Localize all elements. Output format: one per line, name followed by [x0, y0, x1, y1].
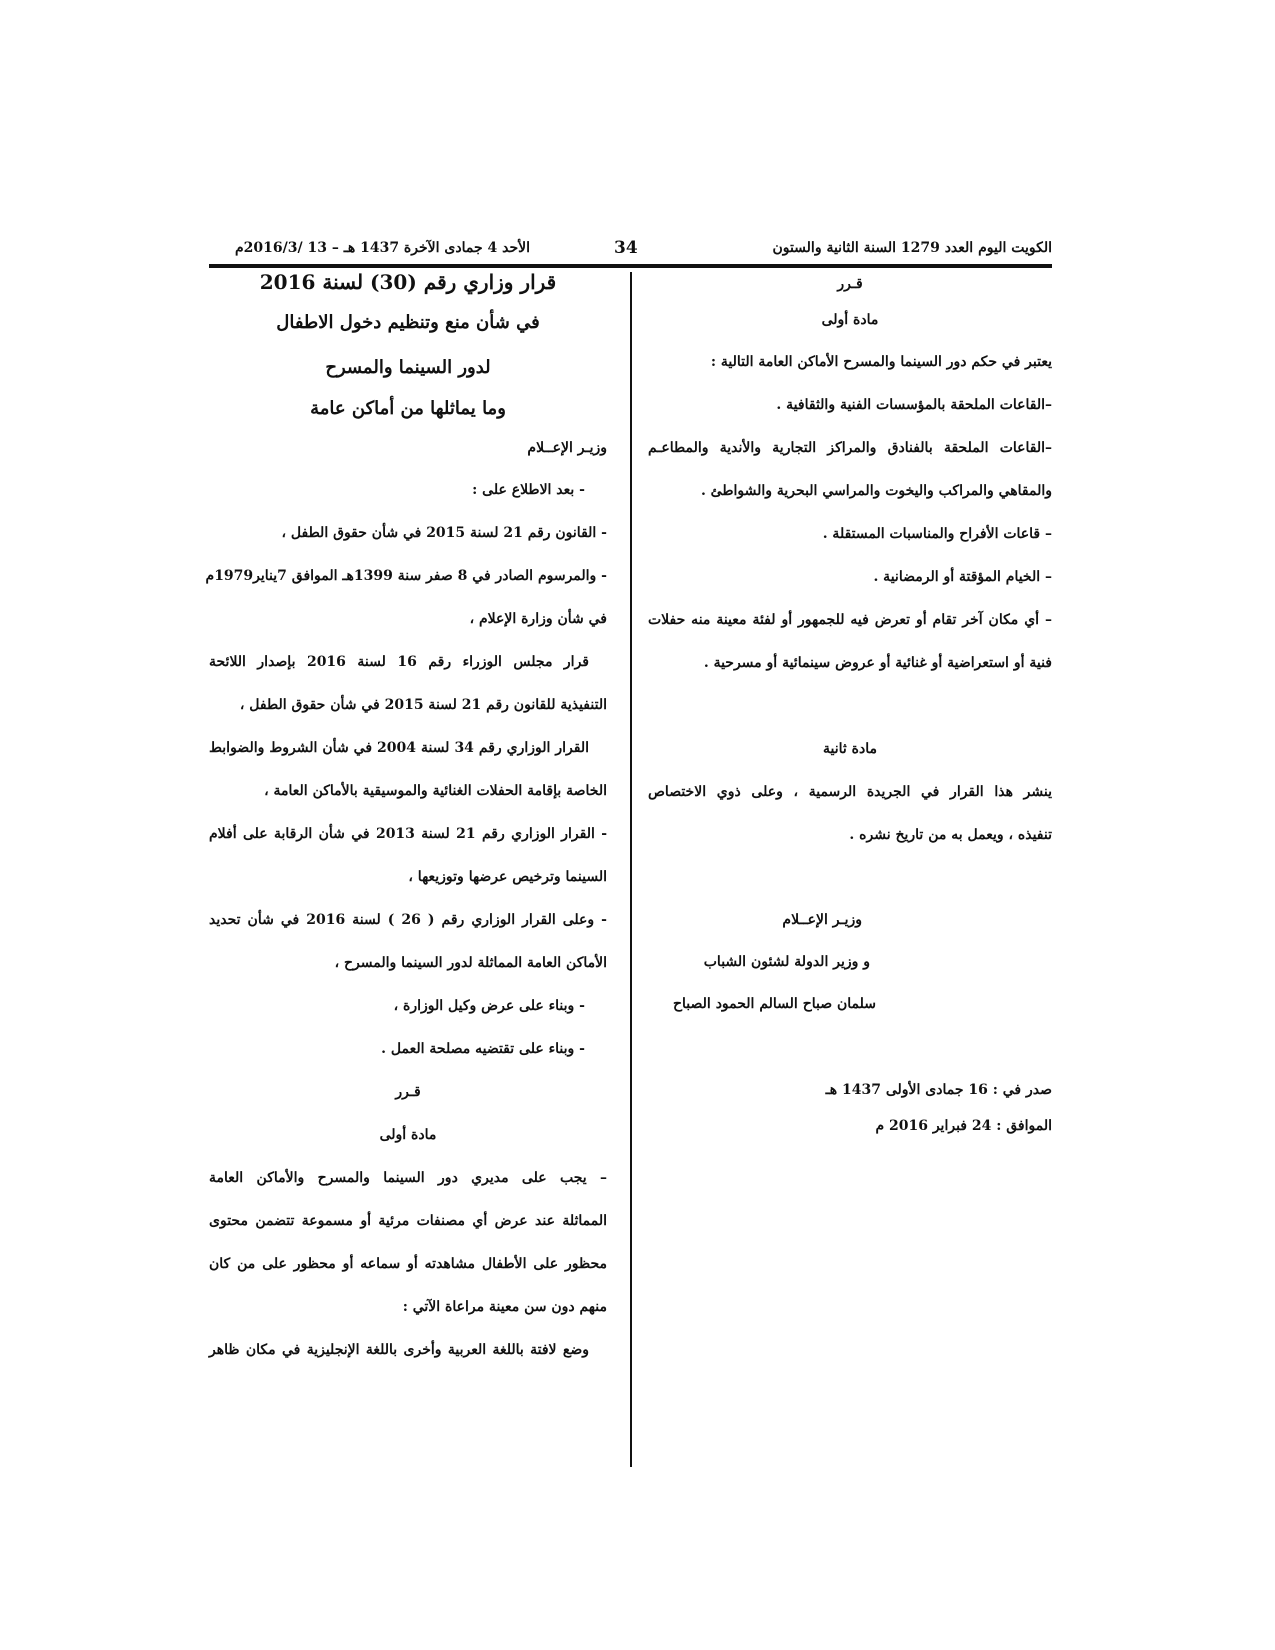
header-date: الأحد 4 جمادى الآخرة 1437 هـ – 13 /2016/3م: [235, 240, 530, 256]
preamble-line: - القرار الوزاري رقم 21 لسنة 2013 في شأن الرقابة على أفلام: [209, 826, 608, 842]
paragraph-line: –القاعات الملحقة بالفنادق والمراكز التجارية والأندية والمطاعـم: [648, 440, 1052, 456]
decision-heading: قـرر: [395, 1084, 421, 1100]
decree-subtitle: وما يماثلها من أماكن عامة: [310, 398, 506, 419]
paragraph-line: ينشر هذا القرار في الجريدة الرسمية ، وعلى ذوي الاختصاص: [648, 784, 1052, 800]
signature-title: وزيـر الإعــلام: [782, 912, 862, 928]
decree-subtitle: لدور السينما والمسرح: [325, 357, 491, 378]
article-title: مادة ثانية: [823, 741, 877, 757]
paragraph-line: – أي مكان آخر تقام أو تعرض فيه للجمهور أو لفئة معينة منه حفلات: [648, 612, 1052, 628]
decree-subtitle: في شأن منع وتنظيم دخول الاطفال: [276, 312, 540, 333]
paragraph-line: منهم دون سن معينة مراعاة الآتي :: [402, 1299, 607, 1315]
paragraph-line: تنفيذه ، ويعمل به من تاريخ نشره .: [849, 827, 1052, 843]
header-page-number: 34: [614, 238, 638, 258]
preamble-line: في شأن وزارة الإعلام ،: [469, 611, 607, 627]
issued-date-gregorian: الموافق : 24 فبراير 2016 م: [875, 1118, 1052, 1134]
issuer-title: وزيـر الإعــلام: [527, 440, 607, 456]
preamble-line: الخاصة بإقامة الحفلات الغنائية والموسيقية بالأماكن العامة ،: [264, 783, 607, 799]
header-issue-info: الكويت اليوم العدد 1279 السنة الثانية والستون: [772, 240, 1052, 256]
article-title: مادة أولى: [821, 312, 879, 328]
page-header: [209, 236, 1052, 264]
preamble-line: السينما وترخيص عرضها وتوزيعها ،: [408, 869, 607, 885]
paragraph-line: – يجب على مديري دور السينما والمسرح والأماكن العامة: [209, 1170, 607, 1186]
preamble-line: - بعد الاطلاع على :: [472, 482, 585, 498]
decree-title: قرار وزاري رقم (30) لسنة 2016: [259, 270, 557, 294]
paragraph-line: محظور على الأطفال مشاهدته أو سماعه أو محظور على من كان: [209, 1256, 607, 1272]
paragraph-line: وضع لافتة باللغة العربية وأخرى باللغة الإنجليزية في مكان ظاهر: [209, 1342, 589, 1358]
preamble-line: - القانون رقم 21 لسنة 2015 في شأن حقوق الطفل ،: [281, 525, 607, 541]
signature-state-minister: و وزير الدولة لشئون الشباب: [703, 954, 870, 970]
preamble-line: - وبناء على تقتضيه مصلحة العمل .: [381, 1041, 585, 1057]
preamble-line: - وعلى القرار الوزاري رقم ( 26 ) لسنة 2016 في شأن تحديد: [209, 912, 607, 928]
paragraph-line: يعتبر في حكم دور السينما والمسرح الأماكن العامة التالية :: [710, 354, 1052, 370]
preamble-line: - وبناء على عرض وكيل الوزارة ،: [393, 998, 585, 1014]
paragraph-line: فنية أو استعراضية أو غنائية أو عروض سينمائية أو مسرحية .: [703, 655, 1052, 671]
preamble-line: قرار مجلس الوزراء رقم 16 لسنة 2016 بإصدار اللائحة: [209, 654, 589, 670]
preamble-line: - والمرسوم الصادر في 8 صفر سنة 1399هـ الموافق 7يناير1979م: [205, 568, 607, 584]
paragraph-line: – الخيام المؤقتة أو الرمضانية .: [873, 569, 1052, 585]
preamble-line: التنفيذية للقانون رقم 21 لسنة 2015 في شأن حقوق الطفل ،: [239, 697, 607, 713]
preamble-line: القرار الوزاري رقم 34 لسنة 2004 في شأن الشروط والضوابط: [209, 740, 590, 756]
paragraph-line: والمقاهي والمراكب واليخوت والمراسي البحرية والشواطئ .: [700, 483, 1052, 499]
signature-name: سلمان صباح السالم الحمود الصباح: [673, 996, 876, 1012]
article-title: مادة أولى: [379, 1127, 437, 1143]
paragraph-line: – قاعات الأفراح والمناسبات المستقلة .: [822, 526, 1052, 542]
paragraph-line: المماثلة عند عرض أي مصنفات مرئية أو مسموعة تتضمن محتوى: [209, 1213, 607, 1229]
issued-date-hijri: صدر في : 16 جمادى الأولى 1437 هـ: [825, 1082, 1052, 1098]
column-divider: [630, 272, 632, 1467]
paragraph-line: –القاعات الملحقة بالمؤسسات الفنية والثقافية .: [776, 397, 1052, 413]
decision-heading: قـرر: [837, 276, 863, 292]
preamble-line: الأماكن العامة المماثلة لدور السينما والمسرح ،: [334, 955, 607, 971]
